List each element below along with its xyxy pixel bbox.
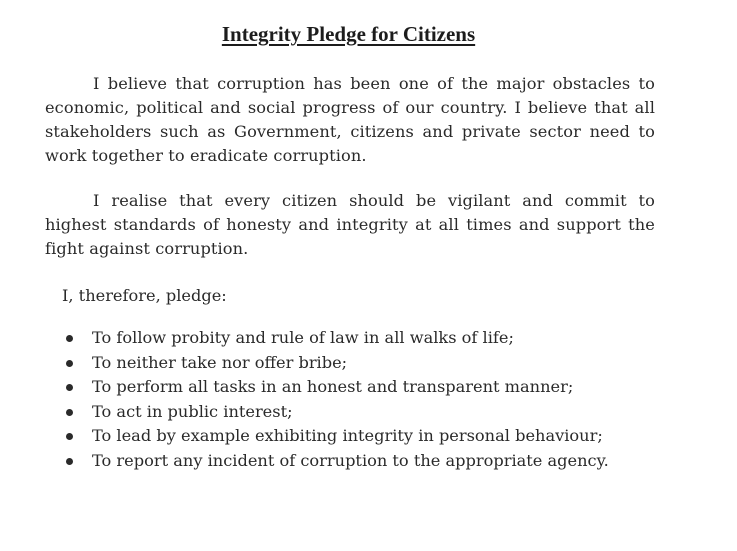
pledge-text: To report any incident of corruption to the appropriate agency. [92,450,609,470]
bullet-icon [66,458,73,465]
pledge-item [62,351,609,376]
pledge-item [62,449,609,474]
belief-paragraph: I believe that corruption has been one of the major obstacles to economic, political and social progress of our country. I believe that all stakeholders such as Government, citizens and private sector need to work together to eradicate corruption. [45,74,655,165]
pledge-text: To follow probity and rule of law in all walks of life; [92,328,514,347]
bullet-icon [66,335,73,342]
pledge-item [62,400,609,425]
pledge-list [62,326,609,474]
bullet-icon [66,384,73,391]
pledge-text: To lead by example exhibiting integrity in personal behaviour; [92,426,603,446]
pledge-text: To act in public interest; [92,401,293,421]
pledge-item [62,424,609,449]
pledge-text: To neither take nor offer bribe; [92,352,348,372]
bullet-icon [66,433,73,440]
realisation-paragraph: I realise that every citizen should be vigilant and commit to highest standards of honesty and integrity at all times and support the fight against corruption. [45,191,655,258]
document-title: Integrity Pledge for Citizens [221,22,476,46]
pledge-text: To perform all tasks in an honest and transparent manner; [92,377,574,397]
bullet-icon [66,409,73,416]
pledge-item [62,375,609,400]
pledge-item [62,326,609,351]
pledge-intro: I, therefore, pledge: [62,286,227,305]
bullet-icon [66,360,73,367]
